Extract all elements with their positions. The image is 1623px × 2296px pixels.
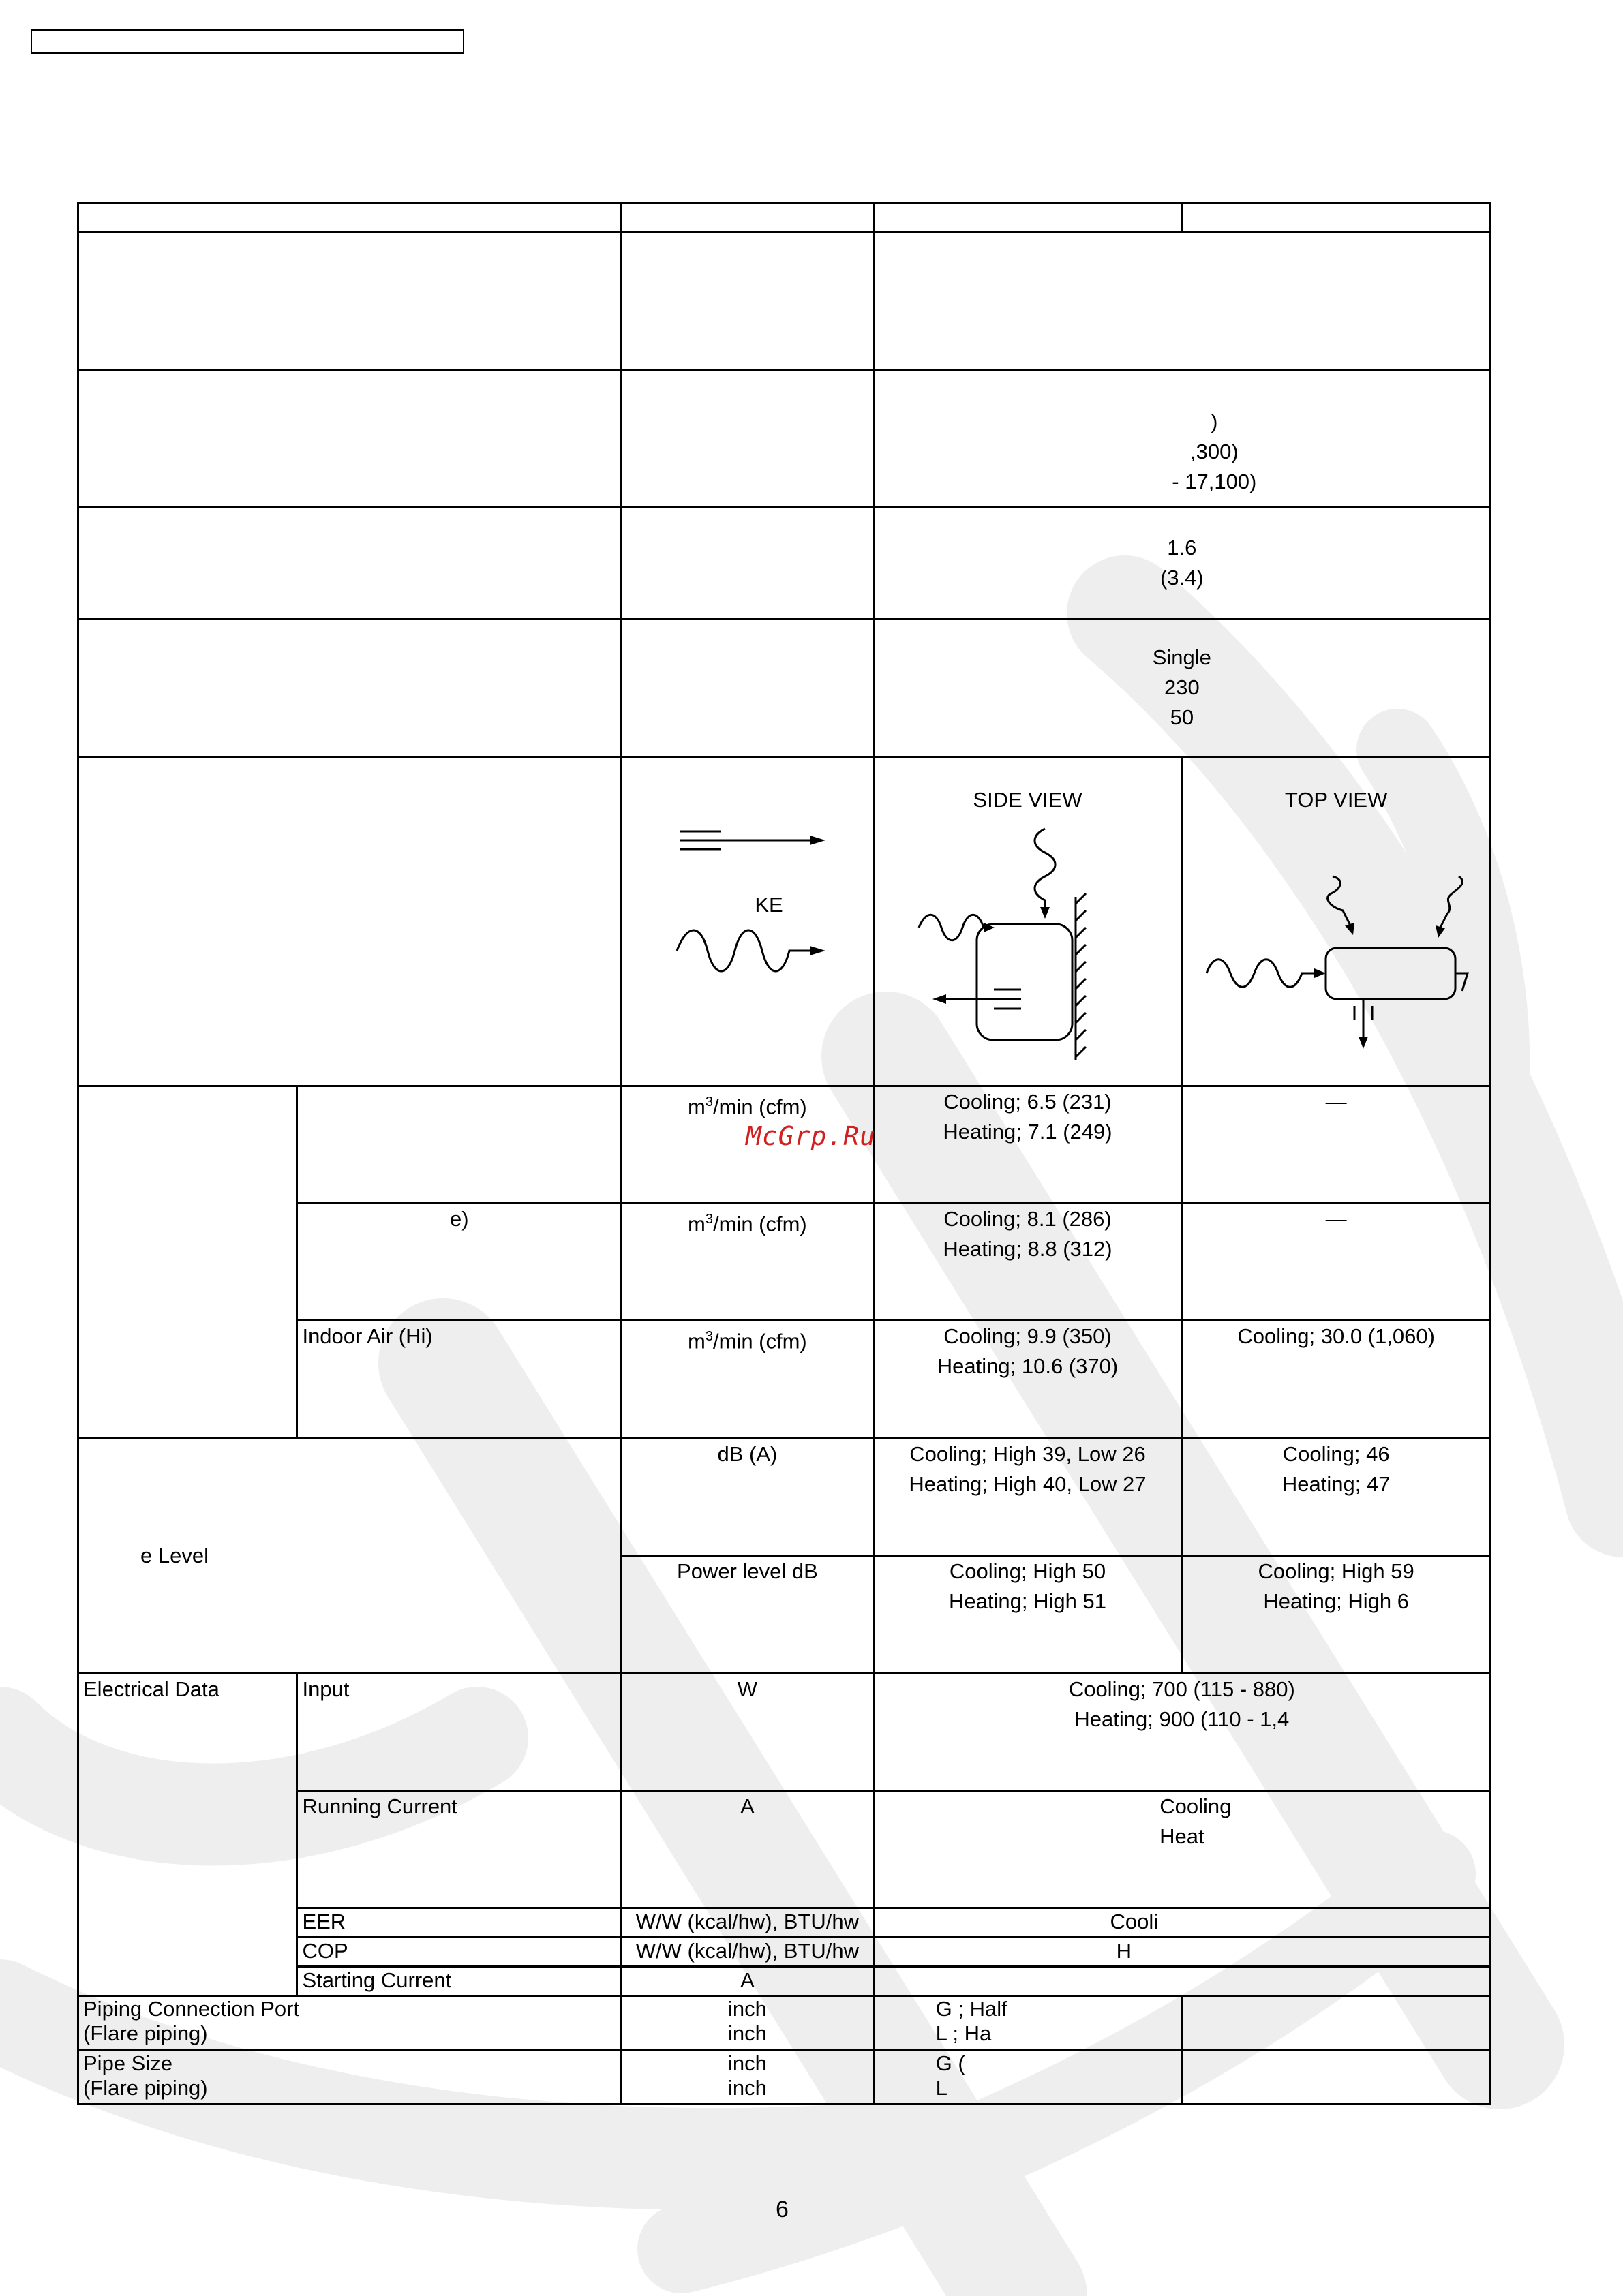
header-box — [31, 29, 464, 54]
header-cell-indoor — [873, 204, 1182, 232]
airflow-lo-unit: $m^3/\min$ (cfm) — [622, 1086, 874, 1203]
airflow-legend-diagram — [622, 758, 874, 1084]
pipe-size-label: Pipe Size (Flare piping) — [78, 2050, 622, 2104]
side-view-diagram — [875, 815, 1183, 1067]
table-row-input — [78, 1673, 1491, 1790]
cop-value: H — [873, 1938, 1490, 1967]
specification-table — [77, 202, 1491, 2105]
airflow-legend-cell — [622, 756, 874, 1086]
side-view-label: SIDE VIEW — [973, 787, 1082, 812]
watermark-text: McGrp.Ru — [746, 1121, 877, 1151]
header-cell-item — [78, 204, 622, 232]
airflow-hi-outdoor: Cooling; 30.0 (1,060) — [1182, 1321, 1491, 1438]
table-row-piping-port — [78, 1996, 1491, 2050]
running-current-value: Cooling Heat — [873, 1790, 1490, 1908]
side-view-cell — [873, 756, 1182, 1086]
running-current-label: Running Current — [297, 1790, 622, 1908]
input-label: Input — [297, 1673, 622, 1790]
cop-unit: W/W (kcal/hw), BTU/hw — [622, 1938, 874, 1967]
noise-power-unit: Power level dB — [622, 1556, 874, 1673]
table-row-moisture — [78, 506, 1491, 619]
piping-port-value: G ; Half L ; Ha — [873, 1996, 1182, 2050]
airflow-hi-label: Indoor Air (Hi) — [297, 1321, 622, 1438]
page-number: 6 — [776, 2196, 789, 2222]
header-cell-unit — [622, 204, 874, 232]
pipe-size-value: G ( L — [873, 2050, 1182, 2104]
header-cell-outdoor — [1182, 204, 1491, 232]
electrical-data-label: Electrical Data — [78, 1673, 297, 1996]
piping-port-label: Piping Connection Port (Flare piping) — [78, 1996, 622, 2050]
eer-unit: W/W (kcal/hw), BTU/hw — [622, 1908, 874, 1938]
airflow-me-unit: $m^3/\min$ (cfm) — [622, 1204, 874, 1321]
noise-db-outdoor: Cooling; 46 Heating; 47 — [1182, 1438, 1491, 1555]
table-row-capacity — [78, 369, 1491, 506]
capacity-value: ) ,300) - 17,100) — [873, 369, 1490, 506]
noise-power-indoor: Cooling; High 50 Heating; High 51 — [873, 1556, 1182, 1673]
noise-db-unit: dB (A) — [622, 1438, 874, 1555]
piping-port-unit: inch inch — [622, 1996, 874, 2050]
table-row — [78, 232, 1491, 369]
table-header-row — [78, 204, 1491, 232]
running-current-unit: A — [622, 1790, 874, 1908]
noise-power-outdoor: Cooling; High 59 Heating; High 6 — [1182, 1556, 1491, 1673]
input-unit: W — [622, 1673, 874, 1790]
power-source-value: Single 230 50 — [873, 619, 1490, 756]
noise-label: e Level — [78, 1438, 622, 1673]
airflow-hi-unit: $m^3/\min$ (cfm) — [622, 1321, 874, 1438]
table-row-airflow-diagram — [78, 756, 1491, 1086]
table-row-pipe-size — [78, 2050, 1491, 2104]
airflow-lo-indoor: Cooling; 6.5 (231) Heating; 7.1 (249) — [873, 1086, 1182, 1203]
starting-current-label: Starting Current — [297, 1967, 622, 1996]
airflow-me-label: e) — [297, 1204, 622, 1321]
top-view-diagram — [1183, 815, 1491, 1067]
table-row-power-source — [78, 619, 1491, 756]
moisture-value: 1.6 (3.4) — [873, 506, 1490, 619]
pipe-size-unit: inch inch — [622, 2050, 874, 2104]
airflow-me-outdoor: — — [1182, 1204, 1491, 1321]
cop-label: COP — [297, 1938, 622, 1967]
top-view-label: TOP VIEW — [1284, 787, 1388, 812]
airflow-me-indoor: Cooling; 8.1 (286) Heating; 8.8 (312) — [873, 1204, 1182, 1321]
noise-db-indoor: Cooling; High 39, Low 26 Heating; High 40, Low 27 — [873, 1438, 1182, 1555]
table-row-noise-db — [78, 1438, 1491, 1555]
input-value: Cooling; 700 (115 - 880) Heating; 900 (110 - 1,4 — [873, 1673, 1490, 1790]
unit-code-label: KE — [755, 892, 783, 917]
airflow-hi-indoor: Cooling; 9.9 (350) Heating; 10.6 (370) — [873, 1321, 1182, 1438]
top-view-cell — [1182, 756, 1491, 1086]
eer-label: EER — [297, 1908, 622, 1938]
airflow-lo-outdoor: — — [1182, 1086, 1491, 1203]
starting-current-unit: A — [622, 1967, 874, 1996]
eer-value: Cooli — [873, 1908, 1490, 1938]
